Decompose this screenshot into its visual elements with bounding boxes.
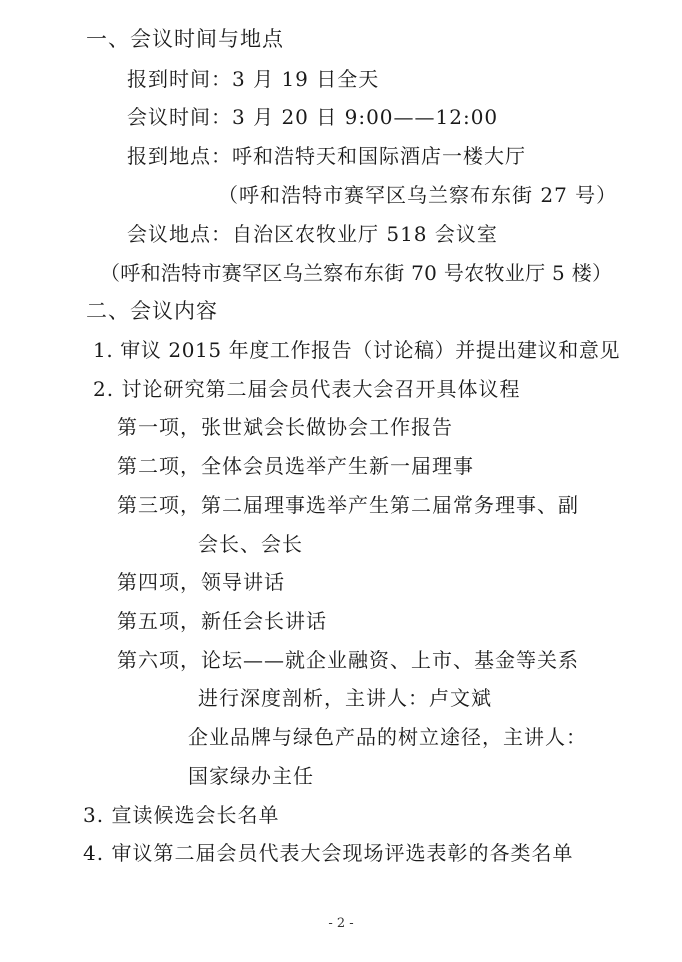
checkin-place: 报到地点：呼和浩特天和国际酒店一楼大厅 xyxy=(127,144,526,168)
agenda-item-6-line-1: 第六项，论坛——就企业融资、上市、基金等关系 xyxy=(117,648,579,672)
checkin-time: 报到时间：3 月 19 日全天 xyxy=(127,67,380,91)
agenda-item-5: 第五项，新任会长讲话 xyxy=(117,609,327,633)
item-3: 3. 宣读候选会长名单 xyxy=(83,803,280,827)
meeting-place: 会议地点：自治区农牧业厅 518 会议室 xyxy=(127,222,498,246)
agenda-item-6-line-3: 企业品牌与绿色产品的树立途径，主讲人： xyxy=(188,725,587,749)
agenda-item-1: 第一项，张世斌会长做协会工作报告 xyxy=(117,415,453,439)
agenda-item-3-line-2: 会长、会长 xyxy=(198,532,303,556)
checkin-address: （呼和浩特市赛罕区乌兰察布东街 27 号） xyxy=(218,183,618,207)
section-1-heading: 一、会议时间与地点 xyxy=(86,27,284,51)
item-1: 1. 审议 2015 年度工作报告（讨论稿）并提出建议和意见 xyxy=(93,338,621,362)
page-number: - 2 - xyxy=(328,916,354,931)
item-2: 2. 讨论研究第二届会员代表大会召开具体议程 xyxy=(93,377,521,401)
meeting-address: （呼和浩特市赛罕区乌兰察布东街 70 号农牧业厅 5 楼） xyxy=(100,261,613,285)
agenda-item-3-line-1: 第三项，第二届理事选举产生第二届常务理事、副 xyxy=(117,493,579,517)
item-4: 4. 审议第二届会员代表大会现场评选表彰的各类名单 xyxy=(83,841,574,865)
agenda-item-6-line-2: 进行深度剖析，主讲人：卢文斌 xyxy=(198,686,492,710)
meeting-time: 会议时间：3 月 20 日 9:00——12:00 xyxy=(127,105,499,129)
agenda-item-4: 第四项，领导讲话 xyxy=(117,570,285,594)
agenda-item-6-line-4: 国家绿办主任 xyxy=(188,764,314,788)
agenda-item-2: 第二项，全体会员选举产生新一届理事 xyxy=(117,454,474,478)
section-2-heading: 二、会议内容 xyxy=(86,299,218,323)
